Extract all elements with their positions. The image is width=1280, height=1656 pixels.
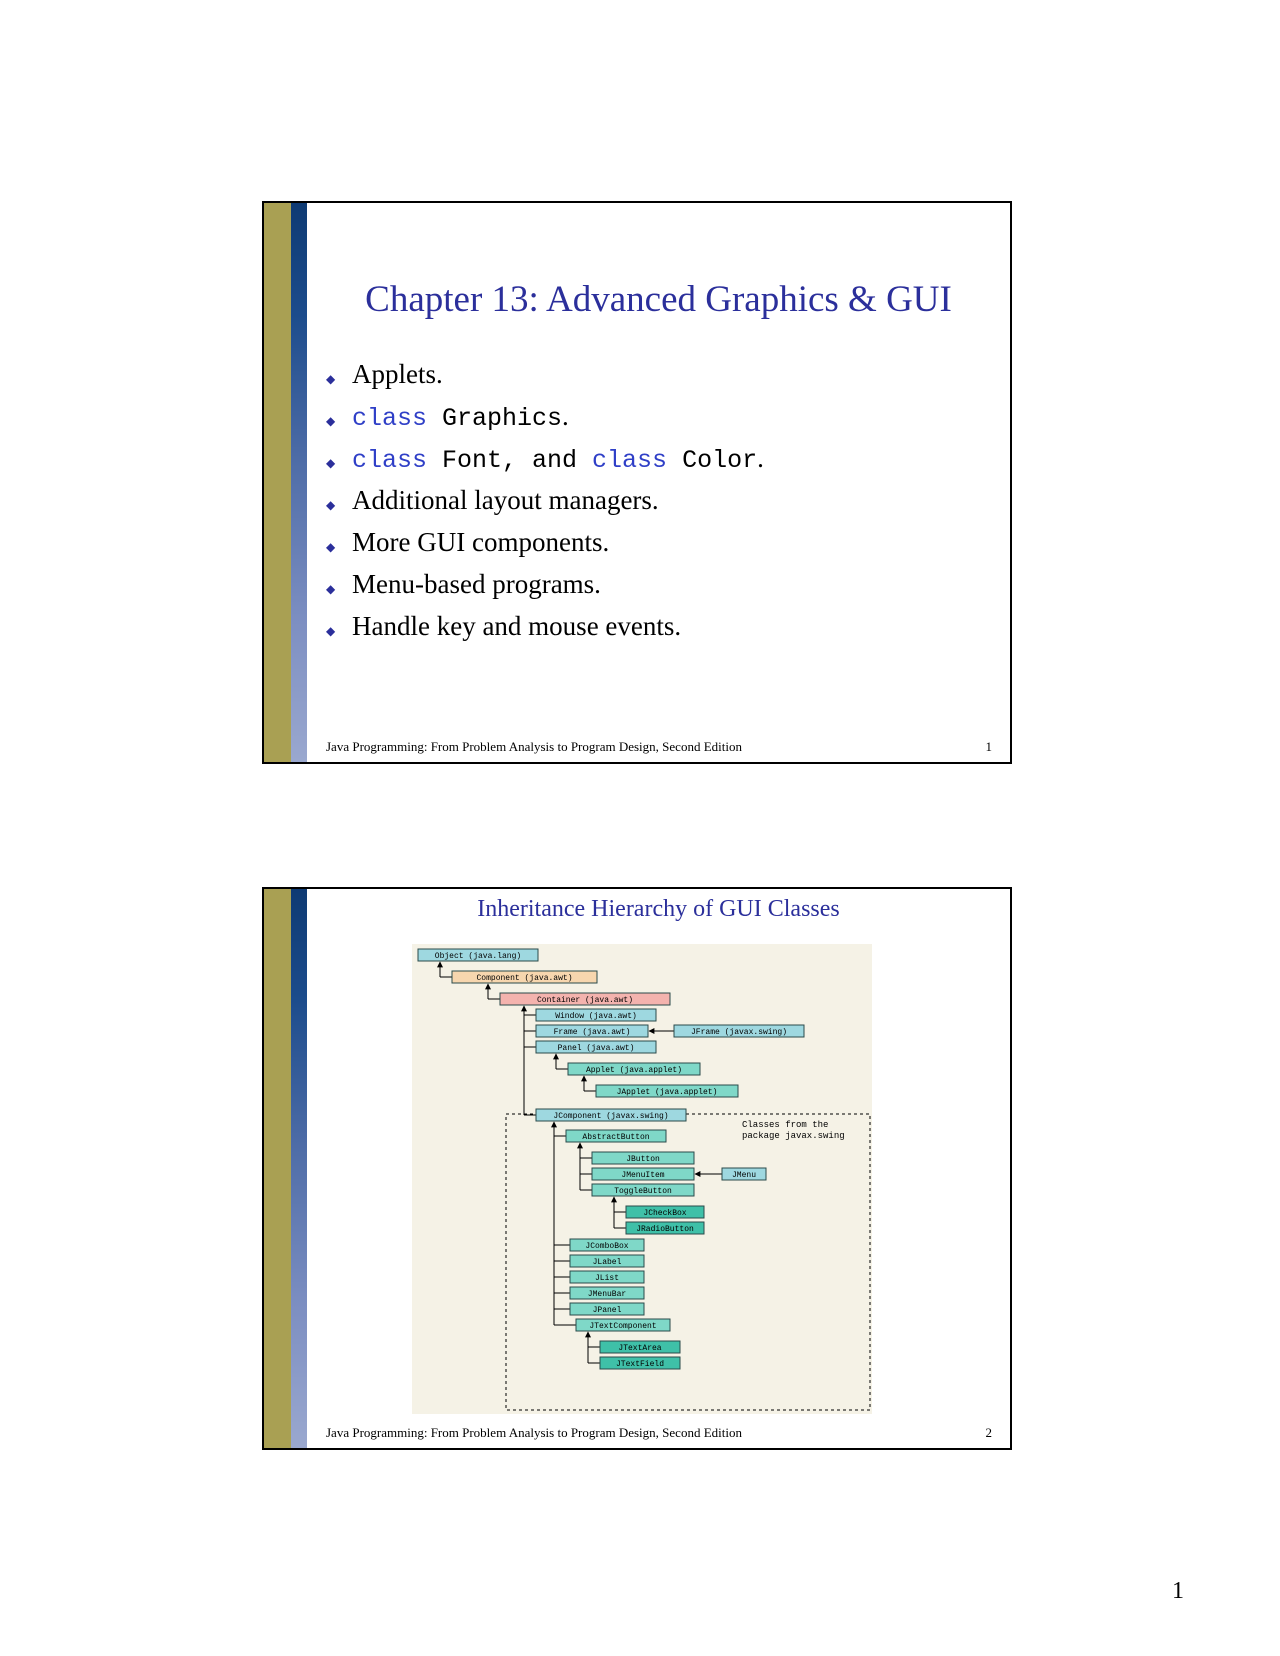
class-node-label: JTextComponent	[589, 1322, 657, 1331]
slide-1	[262, 201, 1012, 764]
diamond-bullet-icon: ◆	[326, 540, 336, 554]
class-node-label: Container (java.awt)	[536, 996, 634, 1005]
slide-number: 2	[985, 1425, 992, 1440]
slide-stripe-olive	[264, 889, 291, 1448]
class-node-label: JFrame (javax.swing)	[690, 1028, 788, 1037]
class-node-label: JButton	[626, 1155, 660, 1164]
class-node-window	[536, 1009, 656, 1021]
class-node-label: Panel (java.awt)	[557, 1044, 635, 1053]
class-node-jtextfield	[600, 1357, 680, 1369]
hierarchy-diagram	[412, 944, 872, 1414]
class-node-panel	[536, 1041, 656, 1053]
class-node-jmenuitem	[592, 1168, 694, 1180]
bullet-item	[326, 400, 764, 442]
class-node-label: Window (java.awt)	[555, 1012, 637, 1021]
class-node-label: JPanel	[592, 1306, 622, 1315]
bullet-list	[326, 358, 764, 652]
class-node-label: JMenuBar	[587, 1290, 627, 1299]
bullet-text: More GUI components.	[352, 527, 610, 557]
slide-stripe-blue	[291, 203, 307, 762]
slide-footer: Java Programming: From Problem Analysis to Program Design, Second Edition	[326, 1425, 742, 1440]
diamond-bullet-icon: ◆	[326, 414, 336, 428]
class-node-label: Applet (java.applet)	[585, 1066, 683, 1075]
diamond-bullet-icon: ◆	[326, 456, 336, 470]
class-node-togglebutton	[592, 1184, 694, 1196]
class-node-label: JTextArea	[618, 1344, 662, 1353]
bullet-tail: .	[757, 443, 764, 473]
class-node-label: JApplet (java.applet)	[616, 1088, 718, 1097]
class-node-container	[500, 993, 670, 1005]
class-node-applet	[568, 1063, 700, 1075]
class-node-japplet	[596, 1085, 738, 1097]
slide-stripe-olive	[264, 203, 291, 762]
slide-title: Inheritance Hierarchy of GUI Classes	[477, 896, 840, 922]
bullet-item	[326, 610, 764, 652]
class-node-jcomponent	[536, 1109, 686, 1121]
slide-title: Chapter 13: Advanced Graphics & GUI	[365, 279, 952, 320]
class-node-jtextcomponent	[576, 1319, 670, 1331]
code-text: and	[517, 446, 593, 475]
hierarchy-diagram-svg	[412, 944, 872, 1414]
bullet-tail: .	[562, 401, 569, 431]
bullet-item	[326, 568, 764, 610]
class-node-jmenubar	[570, 1287, 644, 1299]
class-node-jmenu	[722, 1168, 766, 1180]
bullet-item	[326, 526, 764, 568]
class-node-label: JLabel	[592, 1258, 622, 1267]
class-node-jradiobutton	[626, 1222, 704, 1234]
class-node-label: JTextField	[615, 1360, 665, 1369]
code-text: Graphics	[427, 404, 563, 433]
class-node-jtextarea	[600, 1341, 680, 1353]
class-node-label: AbstractButton	[582, 1133, 650, 1142]
bullet-text: Applets.	[352, 359, 443, 389]
bullet-text: Menu-based programs.	[352, 569, 601, 599]
class-node-label: JList	[594, 1274, 620, 1283]
class-node-label: Frame (java.awt)	[553, 1028, 631, 1037]
diamond-bullet-icon: ◆	[326, 498, 336, 512]
class-node-label: Object (java.lang)	[434, 952, 522, 961]
class-node-jcombobox	[570, 1239, 644, 1251]
keyword-text: class	[352, 446, 428, 475]
bullet-item	[326, 484, 764, 526]
package-note: package javax.swing	[742, 1131, 845, 1141]
class-node-label: JRadioButton	[636, 1225, 694, 1234]
slide-footer: Java Programming: From Problem Analysis to Program Design, Second Edition	[326, 739, 742, 754]
class-node-label: ToggleButton	[614, 1187, 672, 1196]
class-node-jlabel	[570, 1255, 644, 1267]
bullet-text: Handle key and mouse events.	[352, 611, 682, 641]
class-node-label: JMenu	[731, 1171, 757, 1180]
class-node-label: JComboBox	[585, 1242, 629, 1251]
class-node-label: JComponent (javax.swing)	[553, 1112, 669, 1121]
class-node-frame	[536, 1025, 648, 1037]
diamond-bullet-icon: ◆	[326, 582, 336, 596]
slide-2	[262, 887, 1012, 1450]
bullet-item	[326, 442, 764, 484]
keyword-text: class	[352, 404, 428, 433]
code-text: Font,	[427, 446, 518, 475]
class-node-jbutton	[592, 1152, 694, 1164]
keyword-text: class	[592, 446, 668, 475]
diamond-bullet-icon: ◆	[326, 372, 336, 386]
bullet-item	[326, 358, 764, 400]
class-node-jlist	[570, 1271, 644, 1283]
class-node-label: Component (java.awt)	[476, 974, 573, 983]
code-text: Color	[667, 446, 758, 475]
page-number: 1	[1172, 1578, 1184, 1604]
class-node-label: JMenuItem	[621, 1171, 665, 1180]
class-node-label: JCheckBox	[643, 1209, 687, 1218]
slide-number: 1	[985, 739, 992, 754]
class-node-jcheckbox	[626, 1206, 704, 1218]
class-node-jpanel	[570, 1303, 644, 1315]
class-node-abstractbutton	[566, 1130, 666, 1142]
diamond-bullet-icon: ◆	[326, 624, 336, 638]
class-node-jframe	[674, 1025, 804, 1037]
class-node-object	[418, 949, 538, 961]
bullet-text: Additional layout managers.	[352, 485, 659, 515]
slide-stripe-blue	[291, 889, 307, 1448]
class-node-component	[452, 971, 597, 983]
package-note: Classes from the	[742, 1120, 829, 1130]
